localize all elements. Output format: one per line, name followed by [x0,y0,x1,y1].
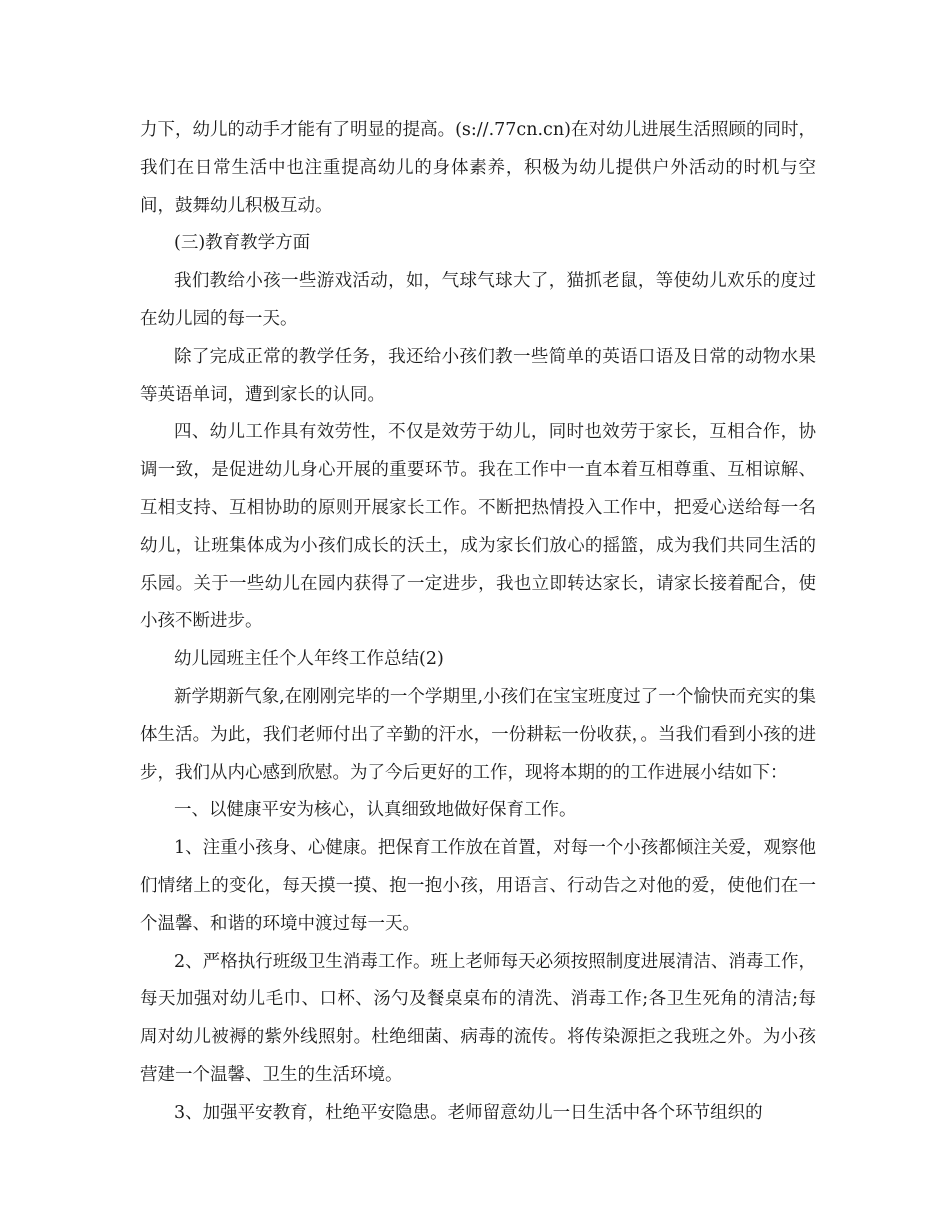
paragraph-hygiene: 2、严格执行班级卫生消毒工作。班上老师每天必须按照制度进展清洁、消毒工作，每天加强对幼儿毛巾、口杯、汤勺及餐桌桌布的清洗、消毒工作;各卫生死角的清洁;每周对幼儿被褥的紫外线照射。杜绝细菌、病毒的流传。将传染源拒之我班之外。为小孩营建一个温馨、卫生的生活环境。 [140,951,816,1085]
section-heading-safety: 一、以健康平安为核心，认真细致地做好保育工作。 [174,800,577,821]
document-subtitle: 幼儿园班主任个人年终工作总结(2) [174,649,444,670]
paragraph-continuation: 力下，幼儿的动手才能有了明显的提高。(s://.77cn.cn)在对幼儿进展生活照顾的同时，我们在日常生活中也注重提高幼儿的身体素养，积极为幼儿提供户外活动的时机与空间，鼓舞幼儿积极互动。 [140,120,816,216]
paragraph-games: 我们教给小孩一些游戏活动，如，气球气球大了，猫抓老鼠，等使幼儿欢乐的度过在幼儿园的每一天。 [140,271,816,329]
paragraph-english: 除了完成正常的教学任务，我还给小孩们教一些简单的英语口语及日常的动物水果等英语单词，遭到家长的认同。 [140,346,816,405]
paragraph-health: 1、注重小孩身、心健康。把保育工作放在首置，对每一个小孩都倾注关爱，观察他们情绪上的变化，每天摸一摸、抱一抱小孩，用语言、行动告之对他的爱，使他们在一个温馨、和谐的环境中渡过每一天。 [140,838,816,934]
document-body [140,112,816,1133]
paragraph-parent-work: 四、幼儿工作具有效劳性，不仅是效劳于幼儿，同时也效劳于家长，互相合作，协调一致，是促进幼儿身心开展的重要环节。我在工作中一直本着互相尊重、互相谅解、互相支持、互相协助的原则开展家长工作。不断把热情投入工作中，把爱心送给每一名幼儿，让班集体成为小孩们成长的沃土，成为家长们放心的摇篮，成为我们共同生活的乐园。关于一些幼儿在园内获得了一定进步，我也立即转达家长，请家长接着配合，使小孩不断进步。 [140,422,816,632]
paragraph-new-semester: 新学期新气象,在刚刚完毕的一个学期里,小孩们在宝宝班度过了一个愉快而充实的集体生活。为此，我们老师付出了辛勤的汗水，一份耕耘一份收获，。当我们看到小孩的进步，我们从内心感到欣慰。为了今后更好的工作，现将本期的的工作进展小结如下： [140,686,816,783]
paragraph-safety-education: 3、加强平安教育，杜绝平安隐患。老师留意幼儿一日生活中各个环节组织的 [174,1102,763,1123]
section-heading-education: (三)教育教学方面 [174,233,311,254]
